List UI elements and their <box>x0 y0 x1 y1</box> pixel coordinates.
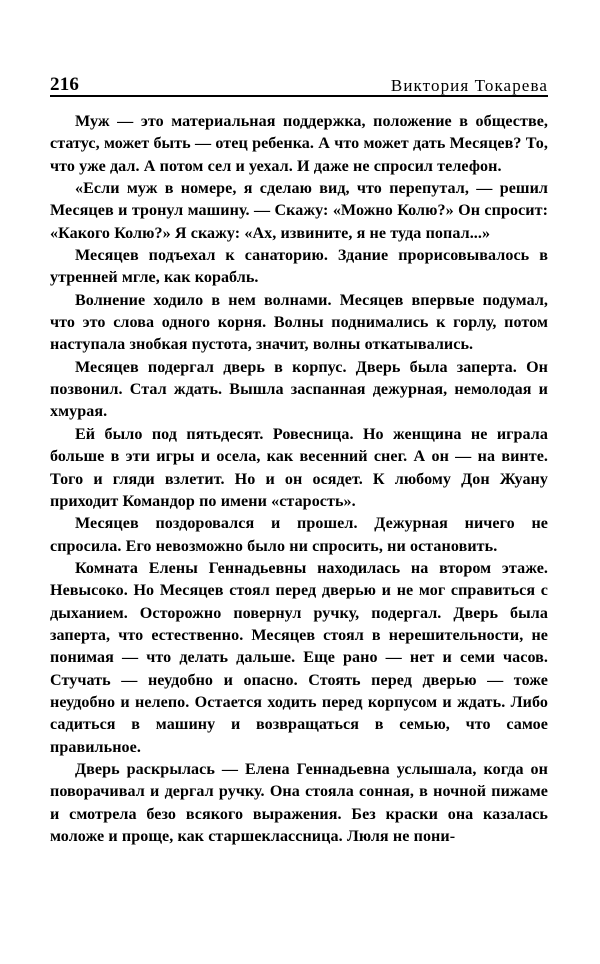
paragraph: Муж — это материальная поддержка, положение в обществе, статус, может быть — отец ребенка. А что может дать Месяцев? То, что уже дал. А потом сел и уехал. И даже не спросил телефон. <box>50 113 548 175</box>
paragraph: Месяцев поздоровался и прошел. Дежурная ничего не спросила. Его невозможно было ни спросить, ни остановить. <box>50 515 548 555</box>
body-text <box>50 111 548 848</box>
paragraph: Комната Елены Геннадьевны находилась на втором этаже. Невысоко. Но Месяцев стоял перед дверью и не мог справиться с дыханием. Осторожно повернул ручку, подергал. Дверь была заперта, что естественно. Месяцев стоял в нерешительности, не понимая — что делать дальше. Еще рано — нет и семи часов. Стучать — неудобно и опасно. Стоять перед дверью — тоже неудобно и нелепо. Остается ходить перед корпусом и ждать. Либо садиться в машину и возвращаться в семью, что самое правильное. <box>50 559 548 756</box>
paragraph: «Если муж в номере, я сделаю вид, что перепутал, — решил Месяцев и тронул машину. — Скажу: «Можно Колю?» Он спросит: «Какого Колю?» Я скажу: «Ах, извините, я не туда попал...» <box>50 180 548 242</box>
book-author-name: Виктория Токарева <box>390 76 548 95</box>
paragraph: Ей было под пятьдесят. Ровесница. Но женщина не играла больше в эти игры и осела, как весенний снег. А он — на винте. Того и гляди взлетит. Но и он осядет. К любому Дон Жуану приходит Командор по имени «старость». <box>50 425 548 510</box>
paragraph: Месяцев подергал дверь в корпус. Дверь была заперта. Он позвонил. Стал ждать. Вышла заспанная дежурная, немолодая и хмурая. <box>50 358 548 421</box>
paragraph: Дверь раскрылась — Елена Геннадьевна услышала, когда он поворачивал и дергал ручку. Она стояла сонная, в ночной пижаме и смотрела безо всякого выражения. Без краски она казалась моложе и проще, как старшеклассница. Люля не пони- <box>50 760 548 845</box>
paragraph: Месяцев подъехал к санаторию. Здание прорисовывалось в утренней мгле, как корабль. <box>50 247 548 287</box>
paragraph: Волнение ходило в нем волнами. Месяцев впервые подумал, что это слова одного корня. Волны поднимались к горлу, потом наступала знобкая пустота, значит, волны откатывались. <box>50 291 548 354</box>
page-number: 216 <box>50 74 80 95</box>
header-rule-divider <box>50 95 548 97</box>
running-head <box>50 62 548 94</box>
